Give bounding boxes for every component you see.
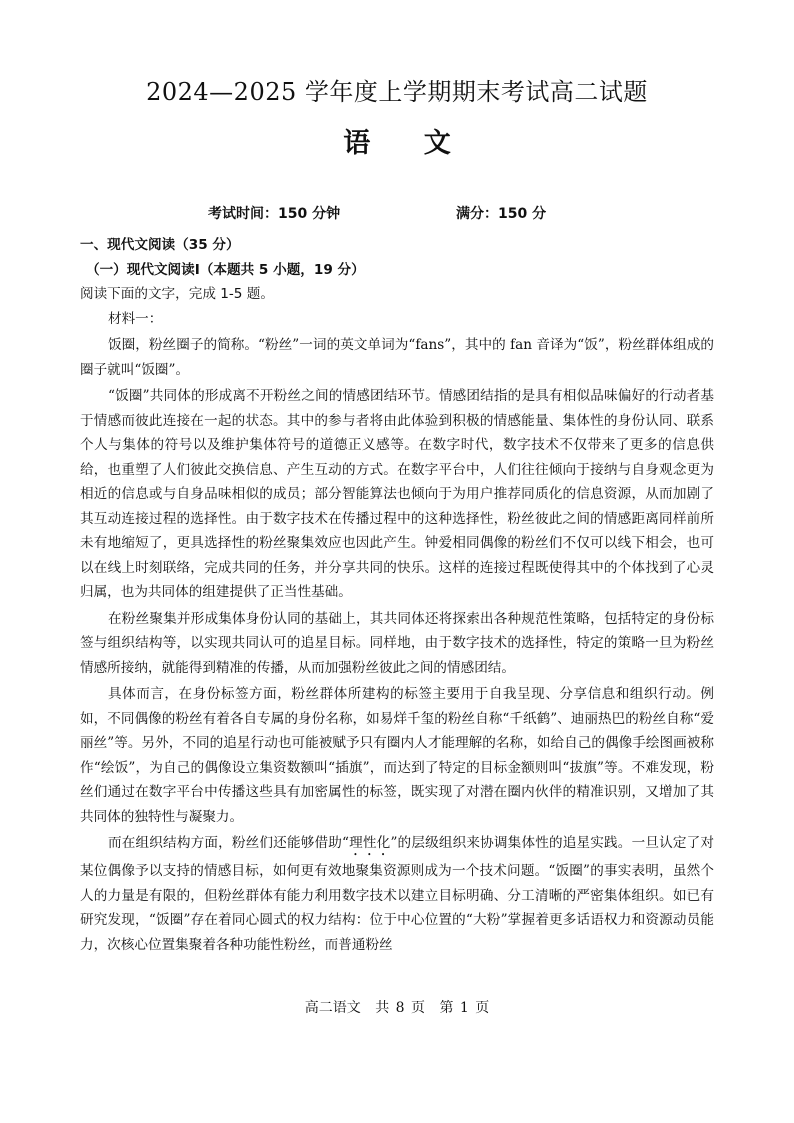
paragraph-last	[80, 831, 714, 957]
subject-title: 语 文	[343, 128, 473, 159]
paragraph: 具体而言，在身份标签方面，粉丝群体所建构的标签主要用于自我呈现、分享信息和组织行动。例如，不同偶像的粉丝有着各自专属的身份名称，如易烊千玺的粉丝自称“千纸鹤”、迪丽热巴的粉丝自称“爱丽丝”等。另外，不同的追星行动也可能被赋予只有圈内人才能理解的名称，如给自己的偶像手绘图画被称作“绘饭”，为自己的偶像设立集资数额叫“插旗”，而达到了特定的目标金额则叫“拔旗”等。不难发现，粉丝们通过在数字平台中传播这些具有加密属性的标签，既实现了对潜在圈内伙伴的精准识别，又增加了其共同体的独特性与凝聚力。	[80, 686, 714, 825]
footer-total-pages: 共 8 页	[375, 1000, 425, 1016]
paragraph: 在粉丝聚集并形成集体身份认同的基础上，其共同体还将探索出各种规范性策略，包括特定的身份标签与组织结构等，以实现共同认可的追星目标。同样地，由于数字技术的选择性，特定的策略一旦为粉丝情感所接纳，就能得到精准的传播，从而加强粉丝彼此之间的情感团结。	[80, 610, 714, 676]
material-label: 材料一：	[108, 310, 163, 327]
footer-page-number: 第 1 页	[439, 1000, 490, 1016]
paragraph-text-after: ”的层级组织来协调集体性的追星实践。一旦认定了对某位偶像予以支持的情感目标，如何更有效地聚集资源则成为一个技术问题。“饭圈”的事实表明，虽然个人的力量是有限的，但粉丝群体有能力利用数字技术以建立目标明确、分工清晰的严密集体组织。如已有研究发现，“饭圈”存在着同心圆式的权力结构：位于中心位置的“大粉”掌握着更多话语权力和资源动员能力，次核心位置集聚着各种功能性粉丝，而普通粉丝	[80, 835, 714, 953]
full-score: 满分：150 分	[456, 206, 547, 222]
section-heading: 一、现代文阅读（35 分）	[80, 237, 240, 253]
page-footer	[0, 997, 794, 1017]
footer-course: 高二语文	[304, 1000, 361, 1016]
reading-instruction: 阅读下面的文字，完成 1-5 题。	[80, 286, 274, 302]
paragraph: “饭圈”共同体的形成离不开粉丝之间的情感团结环节。情感团结指的是具有相似品味偏好的行动者基于情感而彼此连接在一起的状态。其中的参与者将由此体验到积极的情感能量、集体性的身份认同、联系个人与集体的符号以及维护集体符号的道德正义感等。在数字时代，数字技术不仅带来了更多的信息供给，也重塑了人们彼此交换信息、产生互动的方式。在数字平台中，人们往往倾向于接纳与自身观念更为相近的信息或与自身品味相似的成员；部分智能算法也倾向于为用户推荐同质化的信息资源，从而加剧了其互动连接过程的选择性。由于数字技术在传播过程中的这种选择性，粉丝彼此之间的情感距离同样前所未有地缩短了，更具选择性的粉丝聚集效应也因此产生。钟爱相同偶像的粉丝们不仅可以线下相会，也可以在线上时刻联络，完成共同的任务，并分享共同的快乐。这样的连接过程既使得其中的个体找到了心灵归属，也为共同体的组建提供了正当性基础。	[80, 388, 714, 600]
emphasized-term: 理性化	[348, 835, 391, 851]
paragraph-text-before: 而在组织结构方面，粉丝们还能够借助“	[108, 835, 349, 851]
exam-time: 考试时间：150 分钟	[208, 206, 341, 222]
paragraph: 饭圈，粉丝圈子的简称。“粉丝”一词的英文单词为“fans”，其中的 fan 音译为“饭”，粉丝群体组成的圈子就叫“饭圈”。	[80, 337, 714, 378]
exam-title: 2024—2025 学年度上学期期末考试高二试题	[146, 78, 648, 106]
reading-section	[80, 233, 714, 957]
subsection-heading: （一）现代文阅读Ⅰ（本题共 5 小题，19 分）	[86, 261, 365, 278]
